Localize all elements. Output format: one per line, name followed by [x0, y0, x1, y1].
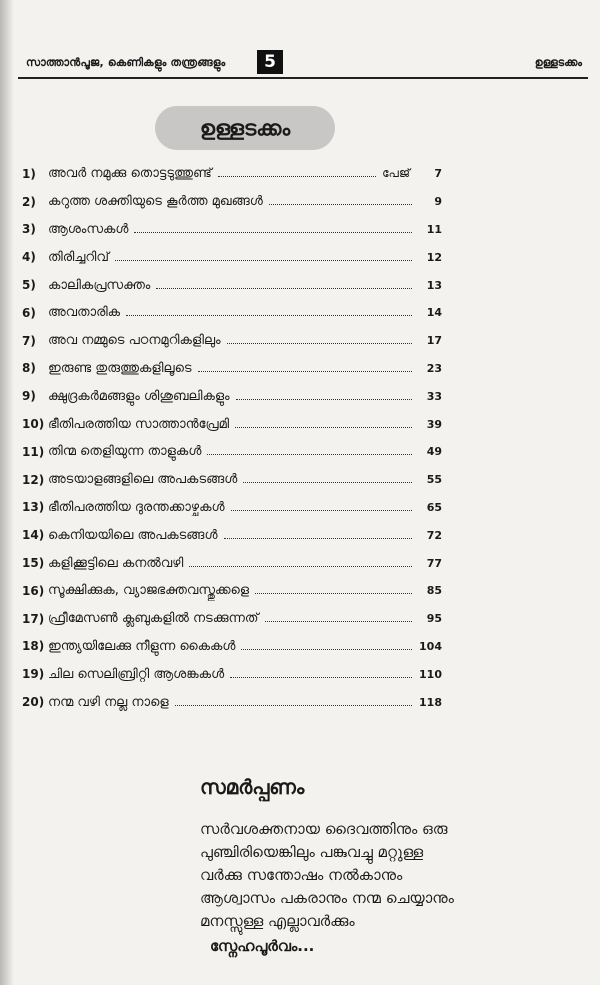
toc-page-number: 13 [426, 278, 442, 292]
toc-number: 13) [22, 500, 45, 515]
toc-row [22, 521, 442, 549]
toc-title: കാലികപ്രസക്തം [48, 277, 151, 293]
toc-row [22, 438, 442, 466]
toc-title: തിന്മ തെളിയുന്ന താളുകൾ [48, 444, 202, 460]
toc-page-number: 85 [426, 584, 442, 598]
header-page-number: 5 [257, 50, 283, 74]
toc-page-number: 12 [426, 250, 442, 264]
toc-row [22, 188, 442, 216]
toc-page-number: 17 [426, 334, 442, 348]
toc-row [22, 549, 442, 577]
toc-page-number: 33 [426, 389, 442, 403]
dedication-heading: സമർപ്പണം [200, 775, 305, 799]
dedication-line: പുഞ്ചിരിയെങ്കിലും പങ്കുവച്ചു മറ്റുള്ള [200, 843, 424, 861]
toc-title: അവ നമ്മുടെ പഠനമുറികളിലും [48, 333, 221, 349]
toc-number: 11) [22, 444, 45, 459]
toc-row [22, 355, 442, 383]
toc-leader-dots [175, 705, 412, 706]
dedication-line: മനസ്സുള്ള എല്ലാവർക്കും [200, 912, 355, 930]
toc-page-number: 23 [426, 361, 442, 375]
toc-number: 1) [22, 166, 36, 181]
toc-leader-dots [230, 677, 412, 678]
toc-title: കളിക്കൂട്ടിലെ കനൽവഴി [48, 555, 184, 571]
toc-leader-dots [236, 399, 412, 400]
header-rule [18, 77, 588, 79]
toc-title: കെനിയയിലെ അപകടങ്ങൾ [48, 527, 218, 543]
toc-row [22, 271, 442, 299]
header-section-title: ഉള്ളടക്കം [534, 56, 582, 69]
toc-page-number: 14 [426, 306, 442, 320]
toc-title: കറുത്ത ശക്തിയുടെ കൂർത്ത മുഖങ്ങൾ [48, 194, 263, 210]
toc-leader-dots [231, 510, 412, 511]
toc-leader-dots [224, 538, 413, 539]
table-of-contents [22, 160, 442, 716]
toc-page-number: 7 [434, 167, 442, 181]
toc-row [22, 160, 442, 188]
toc-row [22, 577, 442, 605]
toc-number: 17) [22, 611, 45, 626]
toc-title: ക്ഷുദ്രകർമങ്ങളും ശിശുബലികളും [48, 388, 230, 404]
toc-leader-dots [241, 649, 412, 650]
toc-row [22, 494, 442, 522]
toc-number: 6) [22, 305, 36, 320]
toc-number: 14) [22, 528, 45, 543]
toc-number: 3) [22, 222, 36, 237]
toc-page-number: 72 [426, 528, 442, 542]
header-book-title: സാത്താൻപൂജ, കെണികളും തന്ത്രങ്ങളും [26, 56, 226, 69]
toc-row [22, 688, 442, 716]
dedication-line: ആശ്വാസം പകരാനും നന്മ ചെയ്യാനും [200, 889, 454, 907]
toc-row [22, 243, 442, 271]
toc-row [22, 605, 442, 633]
toc-title: ആശംസകൾ [48, 221, 129, 237]
toc-number: 4) [22, 250, 36, 265]
toc-number: 5) [22, 278, 36, 293]
toc-title: അവതാരിക [48, 305, 121, 321]
toc-page-number: 118 [419, 695, 442, 709]
toc-title: ഭീതിപരത്തിയ സാത്താൻപ്രേമി [48, 416, 230, 432]
running-header [18, 48, 588, 78]
toc-title: ഫ്രീമേസൺ ക്ലബുകളിൽ നടക്കുന്നത് [48, 611, 259, 627]
toc-leader-dots [255, 593, 412, 594]
toc-row [22, 410, 442, 438]
toc-row [22, 299, 442, 327]
toc-page-number: 11 [426, 222, 442, 236]
toc-number: 19) [22, 667, 45, 682]
toc-title: തിരിച്ചറിവ് [48, 249, 109, 265]
toc-number: 20) [22, 695, 45, 710]
toc-leader-dots [269, 204, 412, 205]
contents-title-banner [155, 106, 335, 150]
toc-number: 9) [22, 389, 36, 404]
toc-title: ചില സെലിബ്രിറ്റി ആശങ്കകൾ [48, 666, 225, 682]
toc-row [22, 216, 442, 244]
dedication-body [200, 818, 530, 933]
toc-row [22, 466, 442, 494]
toc-page-number: 39 [426, 417, 442, 431]
toc-number: 2) [22, 194, 36, 209]
toc-page-number: 110 [419, 667, 442, 681]
toc-title: ഇരുണ്ട തുരുത്തുകളിലൂടെ [48, 360, 192, 376]
toc-number: 16) [22, 583, 45, 598]
toc-page-number: 49 [426, 445, 442, 459]
toc-leader-dots [243, 482, 412, 483]
dedication-signoff: സ്നേഹപൂർവം... [210, 937, 315, 955]
toc-leader-dots [198, 371, 412, 372]
dedication-line: വർക്കു സന്തോഷം നൽകാനും [200, 866, 403, 884]
toc-page-number: 77 [426, 556, 442, 570]
toc-leader-dots [156, 288, 412, 289]
toc-title: അടയാളങ്ങളിലെ അപകടങ്ങൾ [48, 472, 238, 488]
toc-title: നന്മ വഴി നല്ല നാളെ [48, 694, 169, 710]
toc-page-number: 55 [426, 473, 442, 487]
toc-leader-dots [115, 260, 412, 261]
toc-row [22, 660, 442, 688]
toc-leader-dots [189, 566, 412, 567]
toc-number: 8) [22, 361, 36, 376]
toc-leader-dots [227, 343, 412, 344]
toc-title: സൂക്ഷിക്കുക, വ്യാജഭക്തവസ്തുക്കളെ [48, 583, 250, 599]
toc-leader-dots [134, 232, 412, 233]
contents-title: ഉള്ളടക്കം [199, 115, 291, 140]
toc-row [22, 633, 442, 661]
toc-title: ഭീതിപരത്തിയ ദുരന്തക്കാഴ്ചകൾ [48, 499, 225, 515]
page-gutter-shadow [0, 0, 14, 985]
toc-page-number: 104 [419, 639, 442, 653]
toc-number: 18) [22, 639, 45, 654]
toc-leader-dots [218, 176, 376, 177]
toc-row [22, 327, 442, 355]
toc-number: 15) [22, 556, 45, 571]
toc-leader-dots [235, 427, 412, 428]
toc-page-number: 95 [426, 612, 442, 626]
toc-title: ഇന്ത്യയിലേക്കു നീളുന്ന കൈകൾ [48, 638, 236, 654]
toc-number: 7) [22, 333, 36, 348]
toc-leader-dots [126, 315, 412, 316]
toc-number: 12) [22, 472, 45, 487]
dedication-line: സർവശക്തനായ ദൈവത്തിനും ഒരു [200, 820, 448, 838]
toc-number: 10) [22, 417, 45, 432]
toc-leader-dots [207, 454, 412, 455]
toc-page-number: 9 [434, 195, 442, 209]
toc-page-number: 65 [426, 500, 442, 514]
toc-title: അവർ നമുക്കു തൊട്ടടുത്തുണ്ട് [48, 166, 212, 182]
toc-leader-dots [265, 621, 413, 622]
toc-row [22, 382, 442, 410]
toc-page-prefix: പേജ് [382, 166, 410, 181]
